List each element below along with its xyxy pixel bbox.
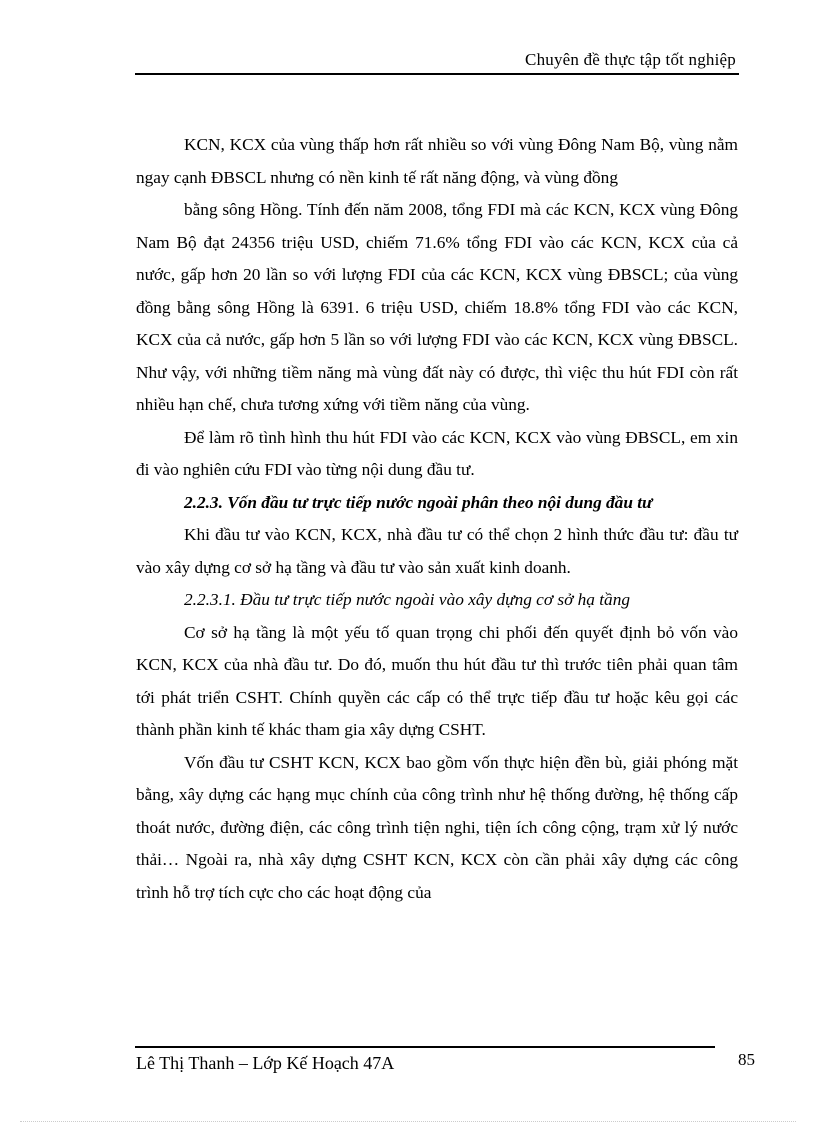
paragraph-4: Khi đầu tư vào KCN, KCX, nhà đầu tư có thể chọn 2 hình thức đầu tư: đầu tư vào xây dựng cơ sở hạ tầng và đầu tư vào sản xuất kinh doanh.: [136, 525, 738, 577]
header-title: Chuyên đề thực tập tốt nghiệp: [525, 50, 736, 69]
paragraph-1: KCN, KCX của vùng thấp hơn rất nhiều so với vùng Đông Nam Bộ, vùng nằm ngay cạnh ĐBSCL nhưng có nền kinh tế rất năng động, và vùng đồng: [136, 135, 738, 187]
footer-divider: [135, 1046, 715, 1048]
header-divider: [135, 73, 739, 75]
page-number: 85: [738, 1050, 755, 1069]
page-body: [136, 129, 738, 909]
section-heading-2-2-3: 2.2.3. Vốn đầu tư trực tiếp nước ngoài phân theo nội dung đầu tư: [184, 492, 653, 512]
footer-author: Lê Thị Thanh – Lớp Kế Hoạch 47A: [136, 1053, 395, 1073]
paragraph-3: Để làm rõ tình hình thu hút FDI vào các KCN, KCX vào vùng ĐBSCL, em xin đi vào nghiên cứu FDI vào từng nội dung đầu tư.: [136, 427, 738, 479]
paragraph-2: bằng sông Hồng. Tính đến năm 2008, tổng FDI mà các KCN, KCX vùng Đông Nam Bộ đạt 24356 triệu USD, chiếm 71.6% tổng FDI vào các KCN, KCX của cả nước, gấp hơn 20 lần so với lượng FDI của các KCN, KCX vùng ĐBSCL; của vùng đồng bằng sông Hồng là 6391. 6 triệu USD, chiếm 18.8% tổng FDI vào các KCN, KCX của cả nước, gấp hơn 5 lần so với lượng FDI vào các KCN, KCX vùng ĐBSCL. Như vậy, với những tiềm năng mà vùng đất này có được, thì việc thu hút FDI còn rất nhiều hạn chế, chưa tương xứng với tiềm năng của vùng.: [136, 200, 738, 414]
paragraph-5: Cơ sở hạ tầng là một yếu tố quan trọng chi phối đến quyết định bỏ vốn vào KCN, KCX của nhà đầu tư. Do đó, muốn thu hút đầu tư thì trước tiên phải quan tâm tới phát triển CSHT. Chính quyền các cấp có thể trực tiếp đầu tư hoặc kêu gọi các thành phần kinh tế khác tham gia xây dựng CSHT.: [136, 622, 738, 739]
paragraph-6: Vốn đầu tư CSHT KCN, KCX bao gồm vốn thực hiện đền bù, giải phóng mặt bằng, xây dựng các hạng mục chính của công trình như hệ thống đường, hệ thống cấp thoát nước, đường điện, các công trình tiện nghi, tiện ích công cộng, trạm xử lý nước thải… Ngoài ra, nhà xây dựng CSHT KCN, KCX còn cần phải xây dựng các công trình hỗ trợ tích cực cho các hoạt động của: [136, 752, 738, 902]
page-bottom-border: [20, 1121, 796, 1122]
subsection-heading-2-2-3-1: 2.2.3.1. Đầu tư trực tiếp nước ngoài vào xây dựng cơ sở hạ tầng: [184, 590, 630, 609]
